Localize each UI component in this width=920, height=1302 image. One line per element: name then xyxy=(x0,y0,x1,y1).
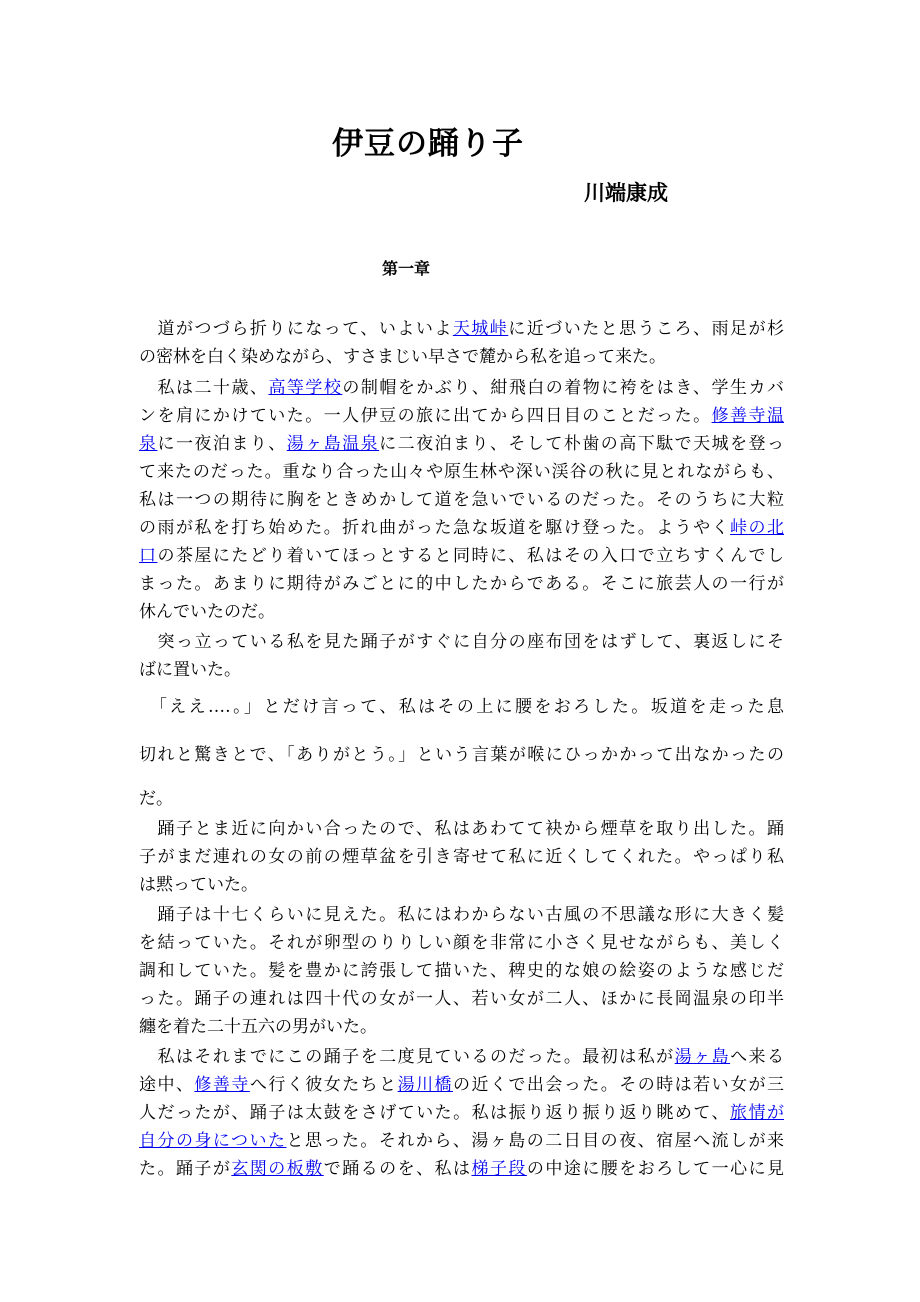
text-segment: 人だったが、踊子は太鼓をさげていた。私は振り返り振り返り眺めて、 xyxy=(139,1103,731,1123)
text-link[interactable]: 湯川橋 xyxy=(397,1075,454,1095)
text-segment: で踊るのを、私は xyxy=(323,1159,472,1179)
text-line xyxy=(139,1128,784,1154)
text-segment: ばに置いた。 xyxy=(139,660,241,680)
chapter-heading: 第一章 xyxy=(382,259,431,278)
text-link[interactable]: 天城峠 xyxy=(452,319,509,339)
text-line xyxy=(139,902,784,928)
text-segment: の近くで出会った。その時は若い女が三 xyxy=(453,1075,785,1095)
text-segment: 休んでいたのだ。 xyxy=(139,602,275,622)
author-name: 川端康成 xyxy=(584,181,668,205)
text-line xyxy=(139,629,784,655)
text-line xyxy=(139,1044,784,1070)
text-segment: の茶屋にたどり着いてほっとすると同時に、私はその入口で立ちすくんでし xyxy=(157,546,785,566)
text-line xyxy=(139,816,784,842)
text-segment: た。踊子が xyxy=(139,1159,232,1179)
text-segment: ンを肩にかけていた。一人伊豆の旅に出てから四日目のことだった。 xyxy=(139,406,712,426)
text-line xyxy=(139,742,784,768)
text-line xyxy=(139,986,784,1012)
text-link[interactable]: 修善寺 xyxy=(194,1075,250,1095)
text-segment: 踊子は十七くらいに見えた。私にはわからない古風の不思議な形に大きく髪 xyxy=(139,905,784,925)
text-link[interactable]: 梯子段 xyxy=(471,1159,527,1179)
text-segment: った。踊子の連れは四十代の女が一人、若い女が二人、ほかに長岡温泉の印半 xyxy=(139,989,784,1009)
text-line xyxy=(139,571,784,597)
text-line xyxy=(139,1072,784,1098)
text-segment: の中途に腰をおろして一心に見 xyxy=(526,1159,785,1179)
text-line xyxy=(139,657,784,683)
text-line xyxy=(139,1156,784,1182)
text-segment: 調和していた。髪を豊かに誇張して描いた、稗史的な娘の絵姿のような感じだ xyxy=(139,961,784,981)
text-link[interactable]: 旅情が xyxy=(730,1103,784,1123)
text-segment: 私は一つの期待に胸をときめかして道を急いでいるのだった。そのうちに大粒 xyxy=(139,490,784,510)
page-title: 伊豆の踊り子 xyxy=(332,126,524,162)
text-segment: 纏を着た二十五六の男がいた。 xyxy=(139,1017,377,1037)
text-line xyxy=(139,344,784,370)
text-link[interactable]: 高等学校 xyxy=(268,378,343,398)
text-segment: に近づいたと思うころ、雨足が杉 xyxy=(508,319,785,339)
text-line xyxy=(139,599,784,625)
text-segment: へ来る xyxy=(730,1047,785,1067)
text-line xyxy=(139,1100,784,1126)
text-line xyxy=(139,1014,784,1040)
text-line xyxy=(139,403,784,429)
text-segment: 「ええ‥‥。」とだけ言って、私はその上に腰をおろした。坂道を走った息 xyxy=(139,697,784,717)
text-line xyxy=(139,930,784,956)
text-segment: 突っ立っている私を見た踊子がすぐに自分の座布団をはずして、裏返しにそ xyxy=(139,632,784,652)
text-segment: へ行く彼女たちと xyxy=(249,1075,398,1095)
text-line xyxy=(139,459,784,485)
text-link[interactable]: 玄関の板敷 xyxy=(231,1159,324,1179)
text-segment: に二夜泊まり、そして朴歯の高下駄で天城を登っ xyxy=(379,434,785,454)
text-line xyxy=(139,515,784,541)
text-link[interactable]: 湯ヶ島 xyxy=(674,1047,731,1067)
text-segment: 私は二十歳、 xyxy=(139,378,269,398)
text-segment: と思った。それから、湯ヶ島の二日目の夜、宿屋へ流しが来 xyxy=(286,1131,785,1151)
text-link[interactable]: 湯ヶ島温泉 xyxy=(286,434,380,454)
text-line xyxy=(139,543,784,569)
text-segment: て来たのだった。重なり合った山々や原生林や深い渓谷の秋に見とれながらも、 xyxy=(139,462,784,482)
text-link[interactable]: 自分の身についた xyxy=(139,1131,287,1151)
text-segment: に一夜泊まり、 xyxy=(157,434,287,454)
text-line xyxy=(139,844,784,870)
text-segment: まった。あまりに期待がみごとに的中したからである。そこに旅芸人の一行が xyxy=(139,574,784,594)
text-segment: 子がまだ連れの女の前の煙草盆を引き寄せて私に近くしてくれた。やっぱり私 xyxy=(139,847,784,867)
text-link[interactable]: 修善寺温 xyxy=(711,406,785,426)
text-line xyxy=(139,487,784,513)
text-link[interactable]: 泉 xyxy=(139,434,158,454)
text-line xyxy=(139,872,784,898)
text-line xyxy=(139,694,784,720)
text-link[interactable]: 峠の北 xyxy=(730,518,785,538)
text-line xyxy=(139,431,784,457)
text-segment: の制帽をかぶり、紺飛白の着物に袴をはき、学生カバ xyxy=(342,378,785,398)
text-line xyxy=(139,375,784,401)
text-line xyxy=(139,958,784,984)
text-segment: を結っていた。それが卵型のりりしい顔を非常に小さく見せながらも、美しく xyxy=(139,933,784,953)
text-segment: の密林を白く染めながら、すさまじい早さで麓から私を追って来た。 xyxy=(139,347,666,367)
text-segment: だ。 xyxy=(139,789,173,809)
text-segment: は黙っていた。 xyxy=(139,875,258,895)
text-segment: 私はそれまでにこの踊子を二度見ているのだった。最初は私が xyxy=(139,1047,675,1067)
text-line xyxy=(139,316,784,342)
text-link[interactable]: 口 xyxy=(139,546,158,566)
text-segment: 踊子とま近に向かい合ったので、私はあわてて袂から煙草を取り出した。踊 xyxy=(139,819,784,839)
text-line xyxy=(139,786,784,812)
text-segment: 途中、 xyxy=(139,1075,195,1095)
text-segment: 切れと驚きとで、「ありがとう。」という言葉が喉にひっかかって出なかったの xyxy=(139,745,784,765)
text-segment: の雨が私を打ち始めた。折れ曲がった急な坂道を駆け登った。ようやく xyxy=(139,518,731,538)
text-segment: 道がつづら折りになって、いよいよ xyxy=(139,319,453,339)
